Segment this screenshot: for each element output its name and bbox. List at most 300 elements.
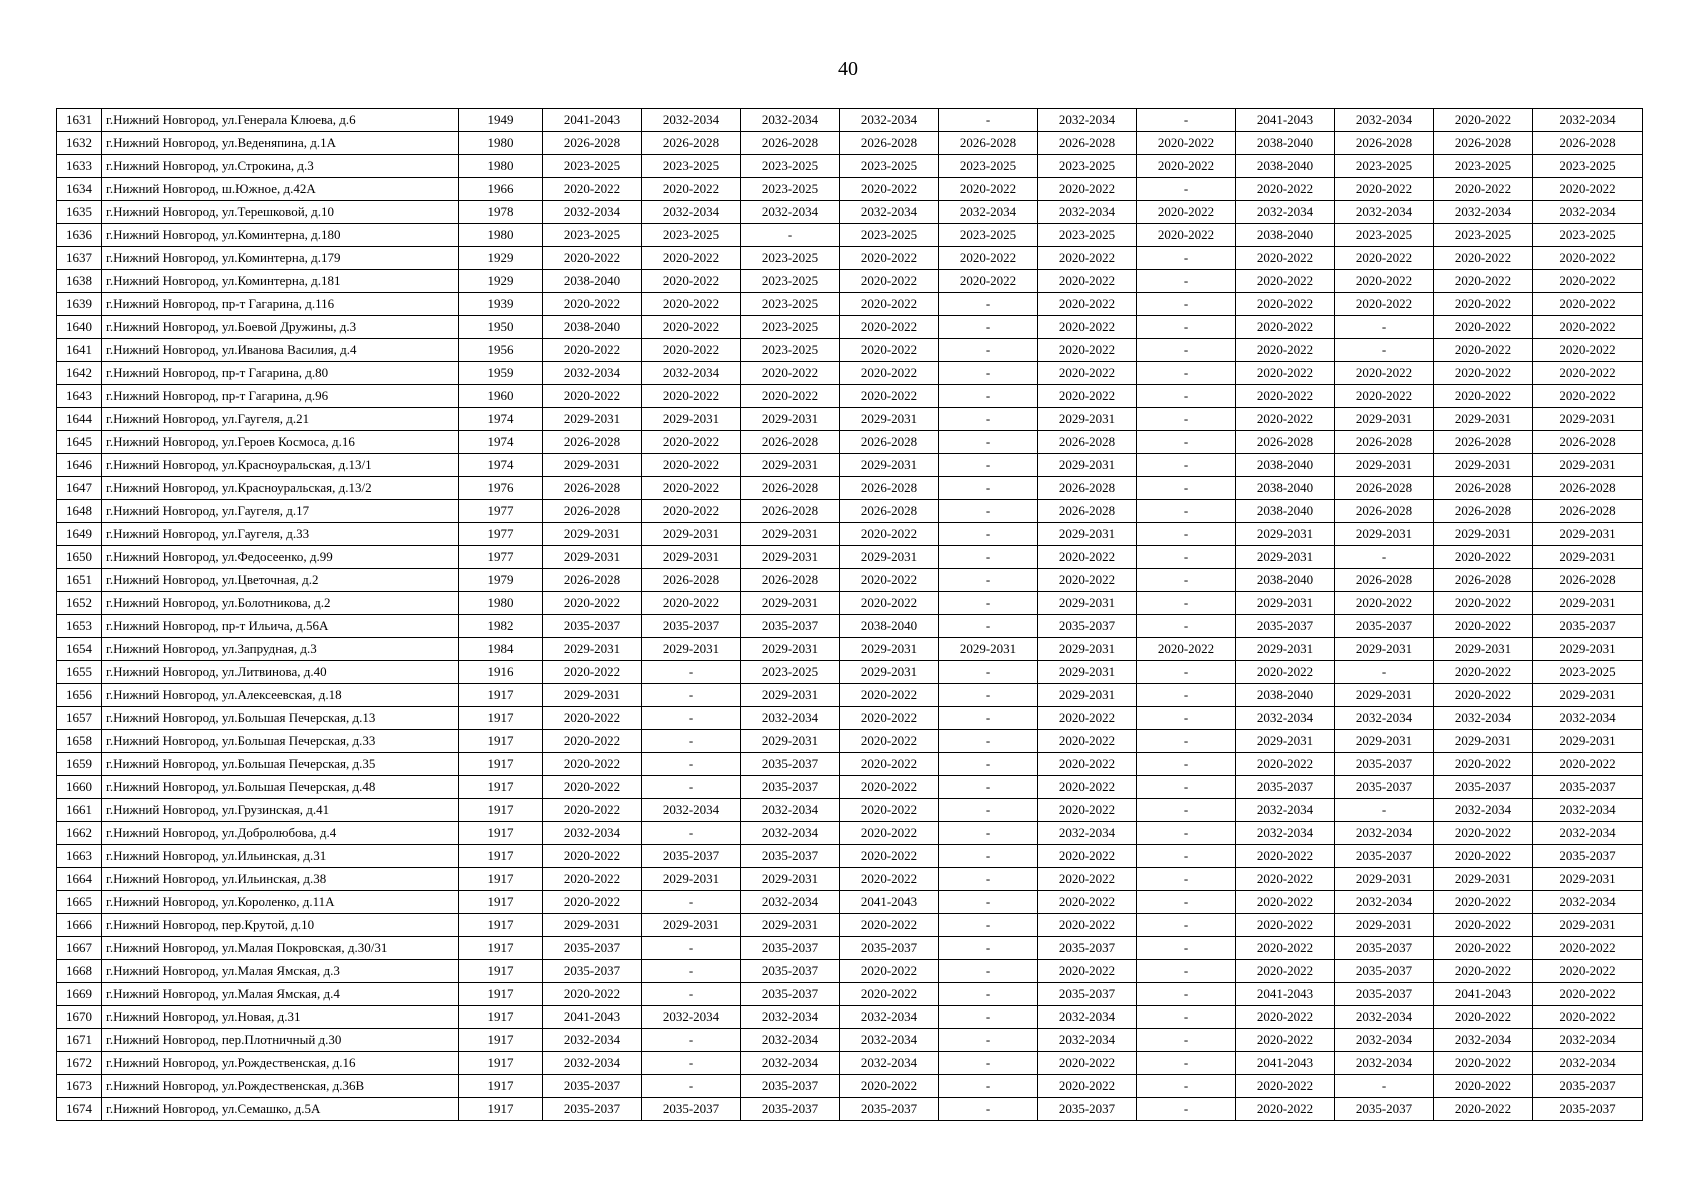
work-period-cell: 2035-2037 <box>1335 753 1434 776</box>
work-period-cell: 2032-2034 <box>741 1006 840 1029</box>
work-period-cell: 2041-2043 <box>840 891 939 914</box>
table-row <box>57 891 1643 914</box>
table-row <box>57 592 1643 615</box>
work-period-cell: 2035-2037 <box>1335 1098 1434 1121</box>
work-period-cell: 2020-2022 <box>1038 1052 1137 1075</box>
work-period-cell: - <box>642 661 741 684</box>
row-number-cell: 1674 <box>57 1098 102 1121</box>
work-period-cell: 2029-2031 <box>741 546 840 569</box>
table-row <box>57 247 1643 270</box>
work-period-cell: 2035-2037 <box>741 1098 840 1121</box>
work-period-cell: - <box>1335 799 1434 822</box>
work-period-cell: 2032-2034 <box>642 1006 741 1029</box>
table-row <box>57 408 1643 431</box>
work-period-cell: 2023-2025 <box>741 247 840 270</box>
row-number-cell: 1668 <box>57 960 102 983</box>
work-period-cell: 2026-2028 <box>1335 500 1434 523</box>
work-period-cell: - <box>939 523 1038 546</box>
work-period-cell: - <box>939 868 1038 891</box>
address-cell: г.Нижний Новгород, ул.Болотникова, д.2 <box>102 592 459 615</box>
work-period-cell: - <box>1137 270 1236 293</box>
work-period-cell: 2020-2022 <box>1533 753 1643 776</box>
work-period-cell: 2035-2037 <box>741 937 840 960</box>
address-cell: г.Нижний Новгород, ул.Цветочная, д.2 <box>102 569 459 592</box>
work-period-cell: 2029-2031 <box>1434 730 1533 753</box>
work-period-cell: 2035-2037 <box>1236 615 1335 638</box>
work-period-cell: 2029-2031 <box>1335 730 1434 753</box>
table-row <box>57 684 1643 707</box>
work-period-cell: 2029-2031 <box>1038 684 1137 707</box>
work-period-cell: 2023-2025 <box>543 155 642 178</box>
work-period-cell: - <box>642 1075 741 1098</box>
work-period-cell: 2026-2028 <box>840 132 939 155</box>
work-period-cell: 2020-2022 <box>543 178 642 201</box>
work-period-cell: 2029-2031 <box>1533 592 1643 615</box>
row-number-cell: 1645 <box>57 431 102 454</box>
work-period-cell: 2020-2022 <box>543 730 642 753</box>
work-period-cell: 2035-2037 <box>1533 615 1643 638</box>
work-period-cell: 2026-2028 <box>1533 569 1643 592</box>
work-period-cell: 2032-2034 <box>1434 201 1533 224</box>
year-built-cell: 1917 <box>459 730 543 753</box>
work-period-cell: 2020-2022 <box>642 293 741 316</box>
work-period-cell: 2020-2022 <box>1434 1075 1533 1098</box>
year-built-cell: 1916 <box>459 661 543 684</box>
work-period-cell: 2032-2034 <box>543 822 642 845</box>
work-period-cell: 2020-2022 <box>840 707 939 730</box>
work-period-cell: 2032-2034 <box>642 362 741 385</box>
table-row <box>57 845 1643 868</box>
work-period-cell: 2035-2037 <box>1335 615 1434 638</box>
table-row <box>57 316 1643 339</box>
work-period-cell: - <box>939 109 1038 132</box>
work-period-cell: 2029-2031 <box>741 684 840 707</box>
row-number-cell: 1673 <box>57 1075 102 1098</box>
work-period-cell: 2020-2022 <box>1533 362 1643 385</box>
work-period-cell: 2020-2022 <box>543 891 642 914</box>
work-period-cell: - <box>939 1052 1038 1075</box>
table-row <box>57 937 1643 960</box>
work-period-cell: 2032-2034 <box>1038 822 1137 845</box>
work-period-cell: 2020-2022 <box>1533 247 1643 270</box>
work-period-cell: 2029-2031 <box>1236 730 1335 753</box>
table-row <box>57 983 1643 1006</box>
table-row <box>57 822 1643 845</box>
work-period-cell: - <box>939 500 1038 523</box>
work-period-cell: - <box>939 776 1038 799</box>
table-row <box>57 661 1643 684</box>
row-number-cell: 1654 <box>57 638 102 661</box>
work-period-cell: - <box>1137 845 1236 868</box>
work-period-cell: 2026-2028 <box>1335 431 1434 454</box>
row-number-cell: 1639 <box>57 293 102 316</box>
work-period-cell: 2029-2031 <box>1533 868 1643 891</box>
year-built-cell: 1917 <box>459 776 543 799</box>
work-period-cell: - <box>939 960 1038 983</box>
year-built-cell: 1917 <box>459 753 543 776</box>
address-cell: г.Нижний Новгород, ул.Героев Космоса, д.16 <box>102 431 459 454</box>
address-cell: г.Нижний Новгород, ул.Боевой Дружины, д.3 <box>102 316 459 339</box>
work-period-cell: 2032-2034 <box>741 1029 840 1052</box>
year-built-cell: 1980 <box>459 155 543 178</box>
work-period-cell: 2020-2022 <box>1236 753 1335 776</box>
work-period-cell: 2032-2034 <box>741 201 840 224</box>
year-built-cell: 1977 <box>459 523 543 546</box>
address-cell: г.Нижний Новгород, ул.Ильинская, д.31 <box>102 845 459 868</box>
address-cell: г.Нижний Новгород, ул.Рождественская, д.16 <box>102 1052 459 1075</box>
work-period-cell: 2035-2037 <box>1434 776 1533 799</box>
work-period-cell: - <box>939 914 1038 937</box>
work-period-cell: 2029-2031 <box>1533 523 1643 546</box>
work-period-cell: 2020-2022 <box>1434 914 1533 937</box>
year-built-cell: 1949 <box>459 109 543 132</box>
row-number-cell: 1633 <box>57 155 102 178</box>
row-number-cell: 1651 <box>57 569 102 592</box>
work-period-cell: 2029-2031 <box>1038 523 1137 546</box>
work-period-cell: 2032-2034 <box>1434 1029 1533 1052</box>
work-period-cell: 2020-2022 <box>1236 247 1335 270</box>
work-period-cell: 2020-2022 <box>1335 178 1434 201</box>
work-period-cell: 2020-2022 <box>1434 316 1533 339</box>
row-number-cell: 1670 <box>57 1006 102 1029</box>
work-period-cell: 2029-2031 <box>840 408 939 431</box>
year-built-cell: 1917 <box>459 799 543 822</box>
work-period-cell: - <box>1137 822 1236 845</box>
work-period-cell: 2020-2022 <box>1434 960 1533 983</box>
row-number-cell: 1667 <box>57 937 102 960</box>
work-period-cell: 2020-2022 <box>1038 845 1137 868</box>
work-period-cell: 2026-2028 <box>1533 132 1643 155</box>
work-period-cell: - <box>939 546 1038 569</box>
address-cell: г.Нижний Новгород, ул.Запрудная, д.3 <box>102 638 459 661</box>
year-built-cell: 1939 <box>459 293 543 316</box>
work-period-cell: - <box>939 983 1038 1006</box>
work-period-cell: 2035-2037 <box>1533 1075 1643 1098</box>
work-period-cell: 2020-2022 <box>840 385 939 408</box>
address-cell: г.Нижний Новгород, пер.Крутой, д.10 <box>102 914 459 937</box>
year-built-cell: 1917 <box>459 914 543 937</box>
row-number-cell: 1631 <box>57 109 102 132</box>
address-cell: г.Нижний Новгород, ул.Малая Ямская, д.3 <box>102 960 459 983</box>
row-number-cell: 1664 <box>57 868 102 891</box>
year-built-cell: 1966 <box>459 178 543 201</box>
address-cell: г.Нижний Новгород, ул.Новая, д.31 <box>102 1006 459 1029</box>
work-period-cell: 2032-2034 <box>1038 201 1137 224</box>
work-period-cell: 2020-2022 <box>840 799 939 822</box>
year-built-cell: 1917 <box>459 684 543 707</box>
table-row <box>57 569 1643 592</box>
year-built-cell: 1917 <box>459 845 543 868</box>
work-period-cell: 2035-2037 <box>1038 615 1137 638</box>
work-period-cell: - <box>939 1075 1038 1098</box>
work-period-cell: 2020-2022 <box>1236 868 1335 891</box>
work-period-cell: - <box>1137 914 1236 937</box>
table-row <box>57 1098 1643 1121</box>
table-row <box>57 868 1643 891</box>
work-period-cell: 2029-2031 <box>642 914 741 937</box>
work-period-cell: 2023-2025 <box>741 155 840 178</box>
row-number-cell: 1636 <box>57 224 102 247</box>
row-number-cell: 1644 <box>57 408 102 431</box>
work-period-cell: 2020-2022 <box>840 868 939 891</box>
row-number-cell: 1652 <box>57 592 102 615</box>
work-period-cell: 2020-2022 <box>939 247 1038 270</box>
work-period-cell: 2038-2040 <box>840 615 939 638</box>
work-period-cell: 2023-2025 <box>741 316 840 339</box>
work-period-cell: 2026-2028 <box>1434 132 1533 155</box>
work-period-cell: 2020-2022 <box>1038 707 1137 730</box>
work-period-cell: - <box>1137 868 1236 891</box>
row-number-cell: 1671 <box>57 1029 102 1052</box>
work-period-cell: 2020-2022 <box>543 776 642 799</box>
work-period-cell: - <box>1137 247 1236 270</box>
work-period-cell: 2035-2037 <box>1335 960 1434 983</box>
row-number-cell: 1649 <box>57 523 102 546</box>
work-period-cell: 2026-2028 <box>1533 500 1643 523</box>
work-period-cell: - <box>1137 730 1236 753</box>
work-period-cell: 2029-2031 <box>939 638 1038 661</box>
work-period-cell: 2032-2034 <box>642 799 741 822</box>
work-period-cell: 2020-2022 <box>1434 661 1533 684</box>
row-number-cell: 1653 <box>57 615 102 638</box>
work-period-cell: 2035-2037 <box>741 753 840 776</box>
work-period-cell: 2020-2022 <box>1335 270 1434 293</box>
work-period-cell: 2032-2034 <box>840 1029 939 1052</box>
work-period-cell: 2029-2031 <box>741 638 840 661</box>
work-period-cell: 2020-2022 <box>840 592 939 615</box>
work-period-cell: 2023-2025 <box>1335 155 1434 178</box>
work-period-cell: 2029-2031 <box>1038 454 1137 477</box>
work-period-cell: 2020-2022 <box>1434 891 1533 914</box>
work-period-cell: 2020-2022 <box>1533 270 1643 293</box>
work-period-cell: 2020-2022 <box>840 523 939 546</box>
work-period-cell: - <box>939 316 1038 339</box>
address-cell: г.Нижний Новгород, ул.Добролюбова, д.4 <box>102 822 459 845</box>
work-period-cell: 2020-2022 <box>1434 1052 1533 1075</box>
work-period-cell: - <box>939 477 1038 500</box>
year-built-cell: 1982 <box>459 615 543 638</box>
table-row <box>57 224 1643 247</box>
work-period-cell: 2020-2022 <box>1335 592 1434 615</box>
work-period-cell: - <box>939 431 1038 454</box>
work-period-cell: 2029-2031 <box>741 592 840 615</box>
work-period-cell: 2020-2022 <box>939 178 1038 201</box>
work-period-cell: 2020-2022 <box>840 316 939 339</box>
work-period-cell: 2029-2031 <box>840 454 939 477</box>
work-period-cell: 2038-2040 <box>543 316 642 339</box>
work-period-cell: 2029-2031 <box>1533 546 1643 569</box>
work-period-cell: 2026-2028 <box>939 132 1038 155</box>
address-cell: г.Нижний Новгород, пер.Плотничный д.30 <box>102 1029 459 1052</box>
work-period-cell: 2023-2025 <box>840 224 939 247</box>
work-period-cell: - <box>939 707 1038 730</box>
table-row <box>57 201 1643 224</box>
address-cell: г.Нижний Новгород, ул.Иванова Василия, д.4 <box>102 339 459 362</box>
table-row <box>57 339 1643 362</box>
work-period-cell: - <box>939 454 1038 477</box>
work-period-cell: 2020-2022 <box>1533 1006 1643 1029</box>
work-period-cell: 2020-2022 <box>1434 845 1533 868</box>
work-period-cell: 2020-2022 <box>840 822 939 845</box>
work-period-cell: 2029-2031 <box>1533 730 1643 753</box>
work-period-cell: 2026-2028 <box>1533 477 1643 500</box>
work-period-cell: 2035-2037 <box>543 1098 642 1121</box>
year-built-cell: 1929 <box>459 270 543 293</box>
work-period-cell: - <box>1137 546 1236 569</box>
row-number-cell: 1660 <box>57 776 102 799</box>
work-period-cell: - <box>939 1029 1038 1052</box>
work-period-cell: 2029-2031 <box>1533 684 1643 707</box>
work-period-cell: 2020-2022 <box>1038 178 1137 201</box>
work-period-cell: 2029-2031 <box>1533 454 1643 477</box>
work-period-cell: 2029-2031 <box>741 868 840 891</box>
work-period-cell: 2020-2022 <box>1038 316 1137 339</box>
work-period-cell: - <box>939 822 1038 845</box>
work-period-cell: 2023-2025 <box>1038 155 1137 178</box>
table-row <box>57 1029 1643 1052</box>
work-period-cell: 2020-2022 <box>543 845 642 868</box>
row-number-cell: 1658 <box>57 730 102 753</box>
year-built-cell: 1917 <box>459 1075 543 1098</box>
address-cell: г.Нижний Новгород, ул.Семашко, д.5А <box>102 1098 459 1121</box>
work-period-cell: - <box>642 891 741 914</box>
work-period-cell: 2020-2022 <box>1038 753 1137 776</box>
work-period-cell: 2035-2037 <box>840 937 939 960</box>
work-period-cell: 2029-2031 <box>543 454 642 477</box>
work-period-cell: 2029-2031 <box>642 638 741 661</box>
work-period-cell: - <box>1137 1075 1236 1098</box>
table-row <box>57 914 1643 937</box>
work-period-cell: - <box>1137 661 1236 684</box>
address-cell: г.Нижний Новгород, ул.Рождественская, д.36В <box>102 1075 459 1098</box>
work-period-cell: 2026-2028 <box>642 569 741 592</box>
work-period-cell: 2020-2022 <box>1335 293 1434 316</box>
work-period-cell: 2026-2028 <box>543 500 642 523</box>
table-row <box>57 500 1643 523</box>
work-period-cell: 2020-2022 <box>1236 845 1335 868</box>
work-period-cell: 2020-2022 <box>642 454 741 477</box>
work-period-cell: 2020-2022 <box>1434 592 1533 615</box>
work-period-cell: 2020-2022 <box>1434 362 1533 385</box>
work-period-cell: - <box>939 684 1038 707</box>
address-cell: г.Нижний Новгород, ул.Большая Печерская, д.35 <box>102 753 459 776</box>
work-period-cell: 2020-2022 <box>543 592 642 615</box>
work-period-cell: 2020-2022 <box>642 385 741 408</box>
work-period-cell: 2035-2037 <box>741 776 840 799</box>
work-period-cell: 2023-2025 <box>1434 155 1533 178</box>
work-period-cell: 2026-2028 <box>543 132 642 155</box>
work-period-cell: 2020-2022 <box>543 293 642 316</box>
work-period-cell: 2026-2028 <box>1533 431 1643 454</box>
work-period-cell: 2029-2031 <box>543 638 642 661</box>
work-period-cell: - <box>1137 408 1236 431</box>
work-period-cell: - <box>642 960 741 983</box>
work-period-cell: 2020-2022 <box>1038 1075 1137 1098</box>
work-period-cell: - <box>1137 1098 1236 1121</box>
work-period-cell: 2029-2031 <box>1434 868 1533 891</box>
work-period-cell: 2029-2031 <box>1335 868 1434 891</box>
work-period-cell: 2029-2031 <box>642 546 741 569</box>
row-number-cell: 1647 <box>57 477 102 500</box>
table-row <box>57 431 1643 454</box>
work-period-cell: 2020-2022 <box>1236 1075 1335 1098</box>
work-period-cell: - <box>1137 960 1236 983</box>
work-period-cell: 2020-2022 <box>1236 1006 1335 1029</box>
work-period-cell: 2020-2022 <box>1137 201 1236 224</box>
work-period-cell: 2032-2034 <box>1038 1029 1137 1052</box>
work-period-cell: - <box>1137 293 1236 316</box>
work-period-cell: 2038-2040 <box>1236 224 1335 247</box>
address-cell: г.Нижний Новгород, ул.Малая Ямская, д.4 <box>102 983 459 1006</box>
work-period-cell: 2035-2037 <box>741 1075 840 1098</box>
table-row <box>57 270 1643 293</box>
table-row <box>57 477 1643 500</box>
table-body <box>57 109 1643 1121</box>
work-period-cell: 2032-2034 <box>1533 201 1643 224</box>
row-number-cell: 1650 <box>57 546 102 569</box>
work-period-cell: - <box>642 1029 741 1052</box>
address-cell: г.Нижний Новгород, ул.Гаугеля, д.33 <box>102 523 459 546</box>
work-period-cell: 2032-2034 <box>1533 891 1643 914</box>
work-period-cell: 2029-2031 <box>1434 523 1533 546</box>
work-period-cell: 2020-2022 <box>840 753 939 776</box>
work-period-cell: 2026-2028 <box>1434 431 1533 454</box>
work-period-cell: - <box>1335 316 1434 339</box>
table-row <box>57 385 1643 408</box>
work-period-cell: 2032-2034 <box>1038 109 1137 132</box>
work-period-cell: 2032-2034 <box>1533 707 1643 730</box>
work-period-cell: - <box>741 224 840 247</box>
address-cell: г.Нижний Новгород, ул.Короленко, д.11А <box>102 891 459 914</box>
work-period-cell: 2020-2022 <box>741 385 840 408</box>
year-built-cell: 1917 <box>459 1029 543 1052</box>
work-period-cell: 2020-2022 <box>543 753 642 776</box>
work-period-cell: 2041-2043 <box>1434 983 1533 1006</box>
table-row <box>57 155 1643 178</box>
work-period-cell: 2020-2022 <box>1533 339 1643 362</box>
work-period-cell: 2032-2034 <box>741 799 840 822</box>
work-period-cell: 2020-2022 <box>1236 316 1335 339</box>
year-built-cell: 1917 <box>459 960 543 983</box>
work-period-cell: 2020-2022 <box>642 477 741 500</box>
row-number-cell: 1641 <box>57 339 102 362</box>
work-period-cell: 2035-2037 <box>1335 845 1434 868</box>
work-period-cell: 2020-2022 <box>1434 753 1533 776</box>
year-built-cell: 1950 <box>459 316 543 339</box>
work-period-cell: 2032-2034 <box>1434 707 1533 730</box>
work-period-cell: 2020-2022 <box>840 293 939 316</box>
work-period-cell: 2020-2022 <box>1434 339 1533 362</box>
work-period-cell: 2026-2028 <box>1434 500 1533 523</box>
work-period-cell: 2032-2034 <box>741 707 840 730</box>
work-period-cell: 2020-2022 <box>1236 960 1335 983</box>
work-period-cell: 2023-2025 <box>939 155 1038 178</box>
work-period-cell: 2035-2037 <box>1533 845 1643 868</box>
work-period-cell: 2032-2034 <box>1335 707 1434 730</box>
address-cell: г.Нижний Новгород, ш.Южное, д.42А <box>102 178 459 201</box>
work-period-cell: - <box>939 408 1038 431</box>
work-period-cell: 2023-2025 <box>1533 224 1643 247</box>
table-row <box>57 730 1643 753</box>
work-period-cell: 2029-2031 <box>1335 408 1434 431</box>
year-built-cell: 1917 <box>459 937 543 960</box>
work-period-cell: 2029-2031 <box>741 408 840 431</box>
work-period-cell: - <box>1137 1006 1236 1029</box>
work-period-cell: 2035-2037 <box>1335 937 1434 960</box>
work-period-cell: 2020-2022 <box>840 684 939 707</box>
row-number-cell: 1662 <box>57 822 102 845</box>
row-number-cell: 1663 <box>57 845 102 868</box>
